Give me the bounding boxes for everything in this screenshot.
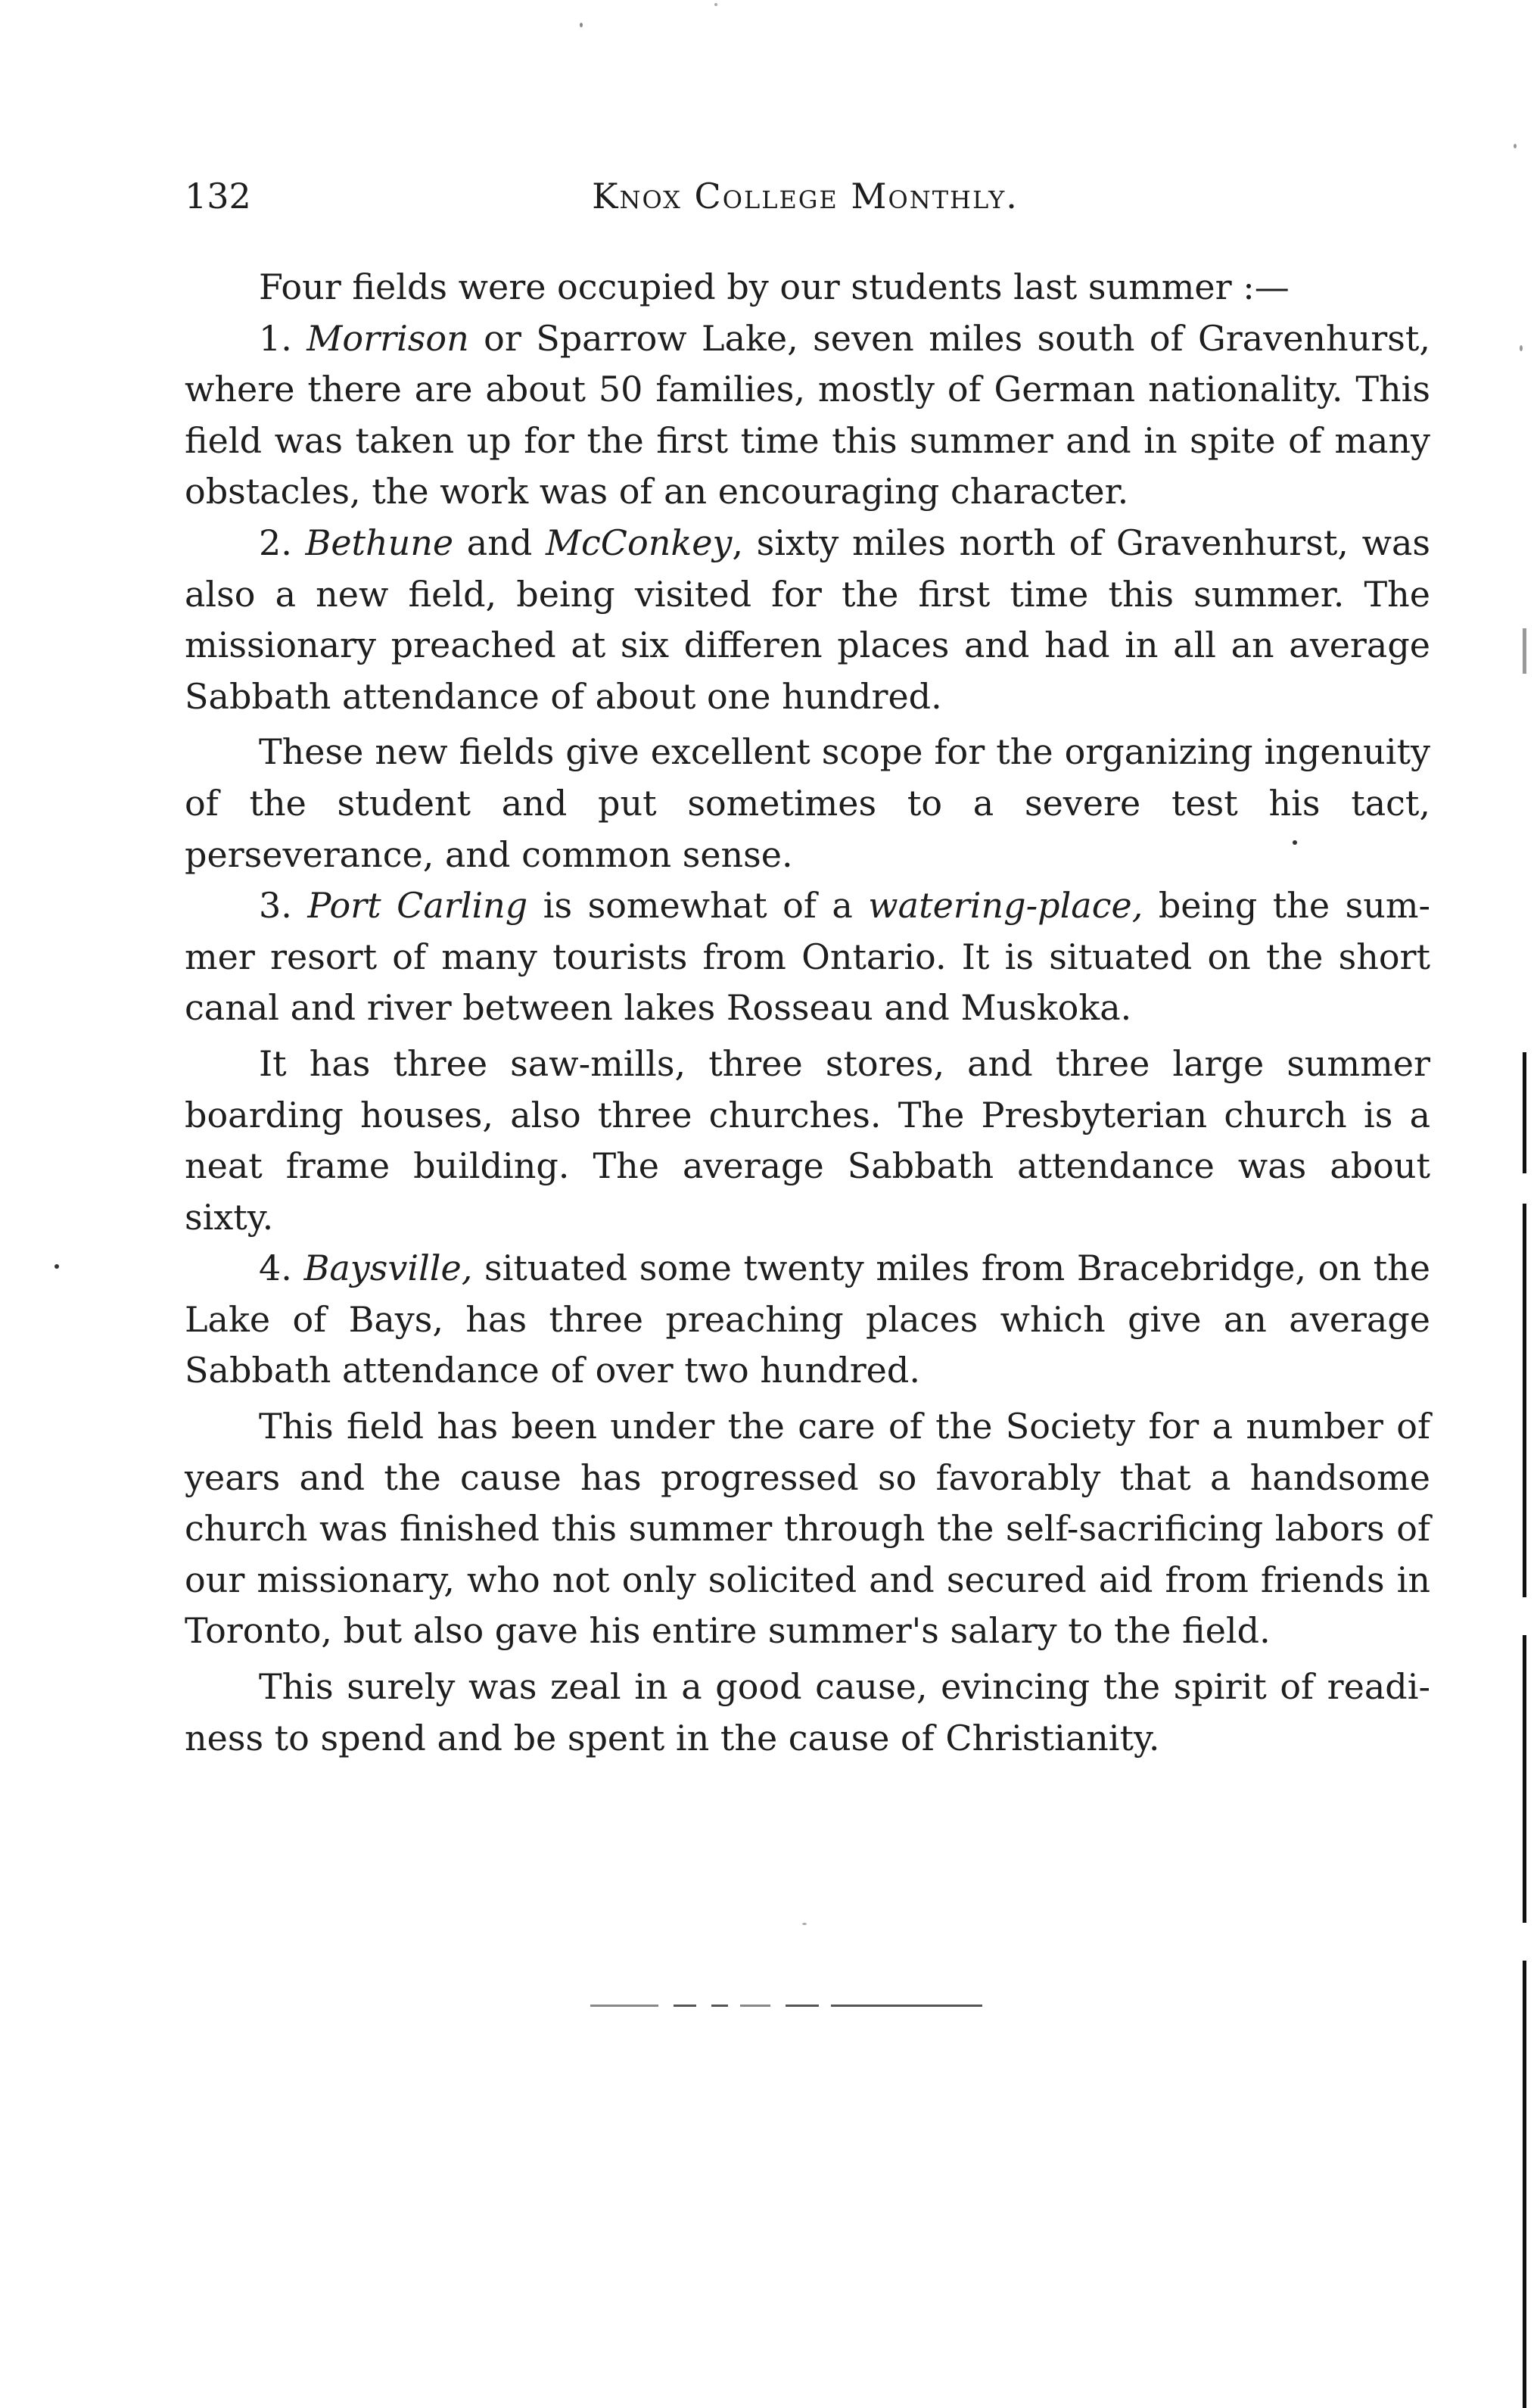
italic-place-name: Baysville, <box>303 1248 473 1289</box>
paragraph-text: 1. <box>259 317 307 359</box>
page-header <box>185 170 1426 223</box>
paragraph-text: is somewhat of a <box>527 885 869 927</box>
running-title: Knox College Monthly. <box>592 176 1019 217</box>
body-paragraph <box>185 518 1430 722</box>
body-paragraph <box>185 1401 1430 1657</box>
scan-speck <box>1293 840 1297 845</box>
body-paragraph <box>185 1243 1430 1397</box>
paragraph-text: , sixty miles north of Gravenhurst, was also a new field, being visited for the first time this summer. The missionary preached at six differen places and had in all an average Sabbath attendance of about one hundred. <box>185 522 1430 717</box>
body-paragraph <box>185 1662 1430 1764</box>
body-paragraph <box>185 262 1430 313</box>
paragraph-text: 3. <box>259 885 308 927</box>
paragraph-text: These new fields give excellent scope for the organizing ingenuity of the student and put sometimes to a severe test his tact, perseverance, and common sense. <box>185 731 1430 875</box>
paragraph-text: This surely was zeal in a good cause, evincing the spirit of readiness to spend and be spent in the cause of Christianity. <box>185 1666 1430 1758</box>
scan-speck <box>802 1923 807 1925</box>
paragraph-text: This field has been under the care of the Society for a number of years and the cause has progressed so favorably that a handsome church was finished this summer through the self-sacrificing labors of our missionary, who not only solicited and secured aid from friends in Toronto, but also gave his entire summer's salary to the field. <box>185 1406 1430 1652</box>
page-number: 132 <box>185 176 251 217</box>
paragraph-text: being the summer resort of many tourists from Ontario. It is situated on the short canal and river between lakes Rosseau and Muskoka. <box>185 885 1430 1029</box>
paragraph-text: 4. <box>259 1248 304 1289</box>
article-body <box>185 262 1430 1764</box>
paragraph-text: situated some twenty miles from Bracebridge, on the Lake of Bays, has three preaching places which give an average Sabbath attendance of over two hundred. <box>185 1248 1430 1391</box>
italic-place-name: Morrison <box>306 317 469 359</box>
scan-speck <box>1514 144 1517 148</box>
scan-speck <box>54 1264 59 1269</box>
paragraph-text: and <box>453 522 546 563</box>
paragraph-text: Four fields were occupied by our students last summer :— <box>259 266 1290 307</box>
body-paragraph <box>185 727 1430 880</box>
italic-place-name: McConkey <box>545 522 733 563</box>
paragraph-text: or Sparrow Lake, seven miles south of Gravenhurst, where there are about 50 families, mostly of German nationality. This field was taken up for the first time this summer and in spite of many obstacles, the work was of an encouraging character. <box>185 317 1430 512</box>
scan-speck <box>1520 345 1523 351</box>
body-paragraph <box>185 880 1430 1034</box>
closing-rule <box>590 2005 984 2008</box>
body-paragraph <box>185 313 1430 518</box>
scan-speck <box>580 23 583 27</box>
italic-place-name: watering-place, <box>868 885 1143 927</box>
scan-edge-mark <box>1523 628 1526 2408</box>
italic-place-name: Bethune <box>305 522 454 563</box>
paragraph-text: 2. <box>259 522 306 563</box>
scan-speck <box>714 3 717 6</box>
body-paragraph <box>185 1039 1430 1243</box>
italic-place-name: Port Carling <box>307 885 528 927</box>
paragraph-text: It has three saw-mills, three stores, and three large summer boarding houses, also three churches. The Presbyterian church is a neat frame building. The average Sabbath attendance was about sixty. <box>185 1042 1430 1238</box>
